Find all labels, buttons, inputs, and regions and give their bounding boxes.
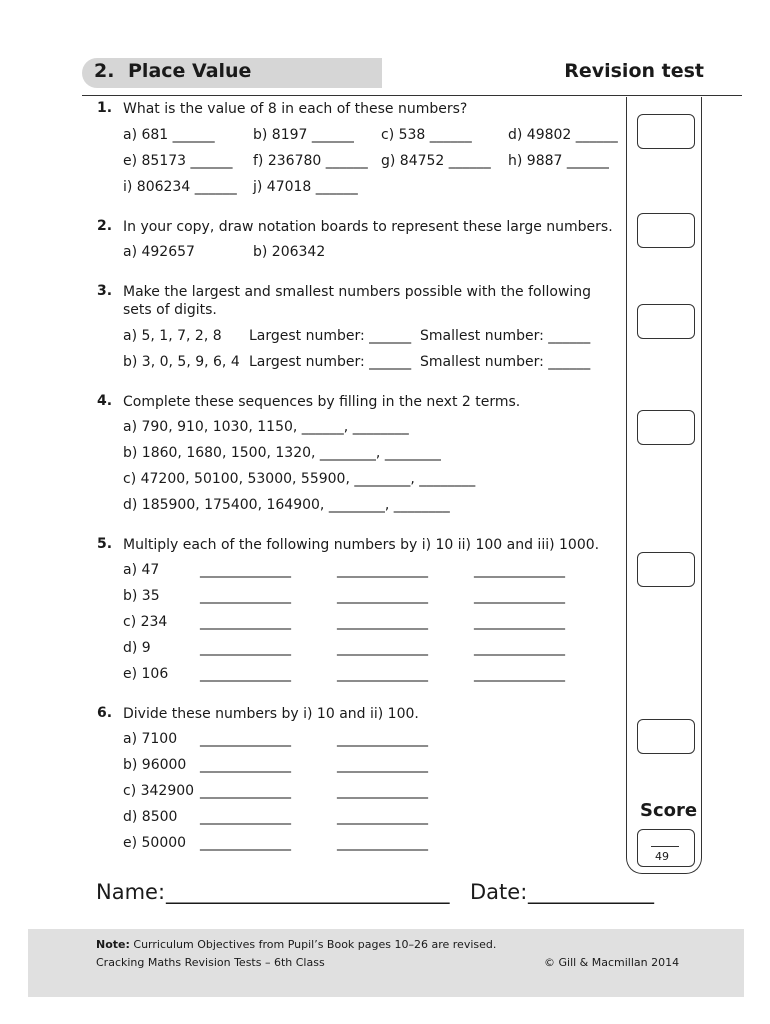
name-field[interactable]: ___________________________ <box>166 880 450 904</box>
question-3-text: Make the largest and smallest numbers possible with the following sets of digits. <box>123 284 592 318</box>
q4-item-c[interactable]: c) 47200, 50100, 53000, 55900, ________, ________ <box>123 471 476 487</box>
q4-item-d[interactable]: d) 185900, 175400, 164900, ________, ________ <box>123 497 450 513</box>
question-1-text: What is the value of 8 in each of these numbers? <box>123 101 468 117</box>
q5-row-e-blank-1[interactable]: _____________ <box>200 666 291 682</box>
question-2-number: 2. <box>97 218 113 234</box>
chapter-title: Place Value <box>128 60 252 82</box>
score-fraction-line <box>651 846 679 847</box>
score-box-q2[interactable] <box>637 213 695 248</box>
q6-row-a-label: a) 7100 <box>123 731 178 747</box>
q6-row-e-label: e) 50000 <box>123 835 187 851</box>
q1-item-f[interactable]: f) 236780 ______ <box>253 153 368 169</box>
q5-row-a-blank-1[interactable]: _____________ <box>200 562 291 578</box>
q5-row-c-blank-1[interactable]: _____________ <box>200 614 291 630</box>
q3-digits-b: b) 3, 0, 5, 9, 6, 4 <box>123 354 240 370</box>
q5-row-d-blank-2[interactable]: _____________ <box>337 640 428 656</box>
question-6-number: 6. <box>97 705 113 721</box>
name-label: Name: <box>96 880 166 904</box>
question-3-number: 3. <box>97 283 113 299</box>
q5-row-e-label: e) 106 <box>123 666 169 682</box>
footer-note <box>96 938 496 951</box>
q5-row-b-blank-2[interactable]: _____________ <box>337 588 428 604</box>
q5-row-c-label: c) 234 <box>123 614 168 630</box>
question-4-text: Complete these sequences by filling in the next 2 terms. <box>123 394 521 410</box>
q5-row-c-blank-3[interactable]: _____________ <box>474 614 565 630</box>
q5-row-d-blank-1[interactable]: _____________ <box>200 640 291 656</box>
score-box-q1[interactable] <box>637 114 695 149</box>
q2-item-a: a) 492657 <box>123 244 195 260</box>
q1-item-a[interactable]: a) 681 ______ <box>123 127 215 143</box>
score-total: 49 <box>655 850 669 863</box>
score-box-q3[interactable] <box>637 304 695 339</box>
q6-row-e-blank-2[interactable]: _____________ <box>337 835 428 851</box>
footer-note-text: Curriculum Objectives from Pupil’s Book pages 10–26 are revised. <box>129 938 497 951</box>
question-2-text: In your copy, draw notation boards to represent these large numbers. <box>123 219 613 235</box>
date-field[interactable]: ____________ <box>528 880 654 904</box>
q5-row-b-label: b) 35 <box>123 588 160 604</box>
question-6-text: Divide these numbers by i) 10 and ii) 100. <box>123 706 419 722</box>
score-box-q6[interactable] <box>637 719 695 754</box>
q3-largest-b[interactable]: Largest number: ______ <box>249 354 412 370</box>
q6-row-b-blank-1[interactable]: _____________ <box>200 757 291 773</box>
q5-row-e-blank-2[interactable]: _____________ <box>337 666 428 682</box>
footer-copyright: © Gill & Macmillan 2014 <box>544 956 680 969</box>
header-divider <box>82 95 742 96</box>
q6-row-d-blank-2[interactable]: _____________ <box>337 809 428 825</box>
score-box-q4[interactable] <box>637 410 695 445</box>
q1-item-e[interactable]: e) 85173 ______ <box>123 153 233 169</box>
q6-row-a-blank-2[interactable]: _____________ <box>337 731 428 747</box>
q6-row-d-blank-1[interactable]: _____________ <box>200 809 291 825</box>
q5-row-e-blank-3[interactable]: _____________ <box>474 666 565 682</box>
q3-smallest-b[interactable]: Smallest number: ______ <box>420 354 591 370</box>
q5-row-a-blank-2[interactable]: _____________ <box>337 562 428 578</box>
q5-row-a-blank-3[interactable]: _____________ <box>474 562 565 578</box>
q6-row-b-label: b) 96000 <box>123 757 187 773</box>
q6-row-d-label: d) 8500 <box>123 809 178 825</box>
q2-item-b: b) 206342 <box>253 244 326 260</box>
q1-item-j[interactable]: j) 47018 ______ <box>253 179 358 195</box>
q5-row-a-label: a) 47 <box>123 562 160 578</box>
question-4-number: 4. <box>97 393 113 409</box>
q6-row-c-blank-1[interactable]: _____________ <box>200 783 291 799</box>
q3-largest-a[interactable]: Largest number: ______ <box>249 328 412 344</box>
question-5-text: Multiply each of the following numbers by i) 10 ii) 100 and iii) 1000. <box>123 537 600 553</box>
q6-row-e-blank-1[interactable]: _____________ <box>200 835 291 851</box>
footer-note-label: Note: <box>96 938 130 951</box>
revision-test-label: Revision test <box>564 60 704 82</box>
q6-row-c-label: c) 342900 <box>123 783 195 799</box>
q6-row-a-blank-1[interactable]: _____________ <box>200 731 291 747</box>
q6-row-b-blank-2[interactable]: _____________ <box>337 757 428 773</box>
q1-item-h[interactable]: h) 9887 ______ <box>508 153 609 169</box>
q5-row-c-blank-2[interactable]: _____________ <box>337 614 428 630</box>
q6-row-c-blank-2[interactable]: _____________ <box>337 783 428 799</box>
q5-row-b-blank-1[interactable]: _____________ <box>200 588 291 604</box>
q1-item-g[interactable]: g) 84752 ______ <box>381 153 491 169</box>
q1-item-d[interactable]: d) 49802 ______ <box>508 127 618 143</box>
q3-smallest-a[interactable]: Smallest number: ______ <box>420 328 591 344</box>
q3-digits-a: a) 5, 1, 7, 2, 8 <box>123 328 222 344</box>
q5-row-b-blank-3[interactable]: _____________ <box>474 588 565 604</box>
question-1-number: 1. <box>97 100 113 116</box>
score-box-q5[interactable] <box>637 552 695 587</box>
q1-item-b[interactable]: b) 8197 ______ <box>253 127 354 143</box>
q5-row-d-label: d) 9 <box>123 640 151 656</box>
q5-row-d-blank-3[interactable]: _____________ <box>474 640 565 656</box>
question-5-number: 5. <box>97 536 113 552</box>
footer-book-title: Cracking Maths Revision Tests – 6th Class <box>96 956 325 969</box>
header <box>0 52 770 96</box>
q4-item-b[interactable]: b) 1860, 1680, 1500, 1320, ________, ________ <box>123 445 441 461</box>
q1-item-c[interactable]: c) 538 ______ <box>381 127 472 143</box>
chapter-number: 2. <box>94 60 115 82</box>
q1-item-i[interactable]: i) 806234 ______ <box>123 179 237 195</box>
date-label: Date: <box>470 880 528 904</box>
score-label: Score <box>640 800 698 821</box>
q4-item-a[interactable]: a) 790, 910, 1030, 1150, ______, ________ <box>123 419 409 435</box>
